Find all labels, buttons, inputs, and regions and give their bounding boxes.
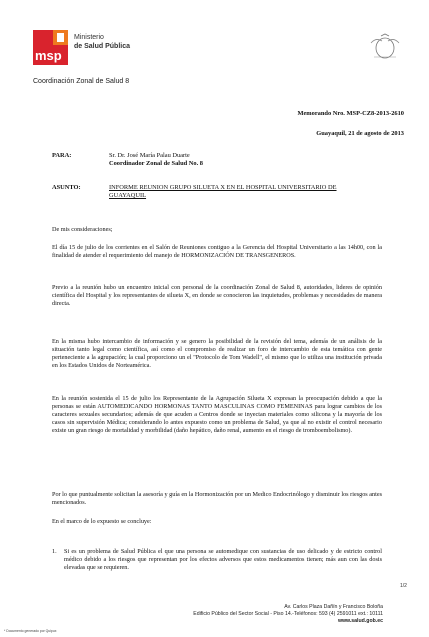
body-paragraph: Previo a la reunión hubo un encuentro inicial con personal de la coordinación Zonal de Salud 8, autoridades, lideres de opinión científica del Hospital y los representantes de silueta X, en donde se conocieron las inquietudes, problemas y necesidades de manera directa.	[52, 284, 382, 307]
ministry-line-2: de Salud Pública	[74, 43, 131, 50]
footer-address	[193, 604, 383, 625]
zonal-coordination-heading: Coordinación Zonal de Salud 8	[33, 78, 130, 85]
subject-text: INFORME REUNION GRUPO SILUETA X EN EL HOSPITAL UNIVERSITARIO DE GUAYAQUIL	[109, 184, 337, 199]
ecuador-seal-icon	[368, 33, 402, 61]
msp-logo	[33, 30, 68, 65]
conclusion-intro: En el marco de lo expuesto se concluye:	[52, 518, 152, 525]
generated-note: * Documento generado por Quipux	[4, 629, 57, 633]
body-paragraph: En la misma hubo intercambio de información y se genero la posibilidad de la revisión del tema, además de un análisis de la situación tanto legal como científica, así como el compromiso de realizar un foro de intercambio de esta temática con gente perteneciente a la agrupación; la cual proporciono un el "Protocolo de Tom Wadell", el mismo que lo utiliza una institución privada en los Estados Unidos de Norteamérica.	[52, 338, 382, 369]
body-paragraph: El día 15 de julio de los corrientes en el Salón de Reuniones contiguo a la Gerencia del Hospital Universitario a las 14h00, con la finalidad de atender el requerimiento del manejo de HORMONIZACIÓN DE TRANSGENEROS.	[52, 244, 382, 259]
memo-date: Guayaquil, 21 de agosto de 2013	[316, 130, 404, 137]
list-item-text: Si es un problema de Salud Pública el que una persona se automedique con sustancias de uso delicado y de estricto control médico debido a los riesgos que representan por los efectos adversos que estos medicamentos tienen; más aun con las dosis elevadas que se requieren.	[64, 548, 382, 571]
page-number: 1/2	[400, 583, 407, 589]
body-paragraph: En la reunión sostenida el 15 de julio los Representante de la Agrupación Silueta X expresan la preocupación debido a que la personas se están AUTOMEDICANDO HORMONAS TANTO MASCULINAS COMO FEMENINAS para lograr cambios de los caracteres sexuales secundarios; además de que acuden a Centros donde se inyectan materiales como silicona y la mayoría de los casos sin supervisión Médica; considerando lo antes expuesto como un problema de Salud, ya que al no existir el control necesario existe un gran riesgo de mortalidad y morbilidad (daño hepático, daño renal, aumento en el riesgo de tromboembolismo).	[52, 395, 382, 434]
recipient-name: Sr. Dr. José María Palau Duarte	[109, 152, 190, 159]
footer-website: www.salud.gob.ec	[337, 618, 383, 624]
ministry-line-1: Ministerio	[74, 34, 104, 41]
svg-text:msp: msp	[35, 48, 62, 63]
recipient-title: Coordinador Zonal de Salud No. 8	[109, 160, 203, 167]
memo-number: Memorando Nro. MSP-CZ8-2013-2610	[297, 110, 404, 117]
body-paragraph: Por lo que puntualmente solicitan la asesoría y guía en la Hormonización por un Medico Endocrinólogo y disminuir los riesgos antes mencionados.	[52, 491, 382, 506]
para-label: PARA:	[52, 152, 72, 159]
footer-address-line-2: Edificio Público del Sector Social - Piso 14.-Teléfonos: 593 (4) 2591011 ext.: 10111	[193, 611, 383, 617]
asunto-label: ASUNTO:	[52, 184, 81, 191]
salutation: De mis consideraciones;	[52, 226, 113, 233]
ministry-name	[74, 33, 130, 51]
list-number: 1.	[52, 548, 57, 555]
footer-address-line-1: Av. Carlos Plaza Dañín y Francisco Boloña	[284, 604, 383, 610]
